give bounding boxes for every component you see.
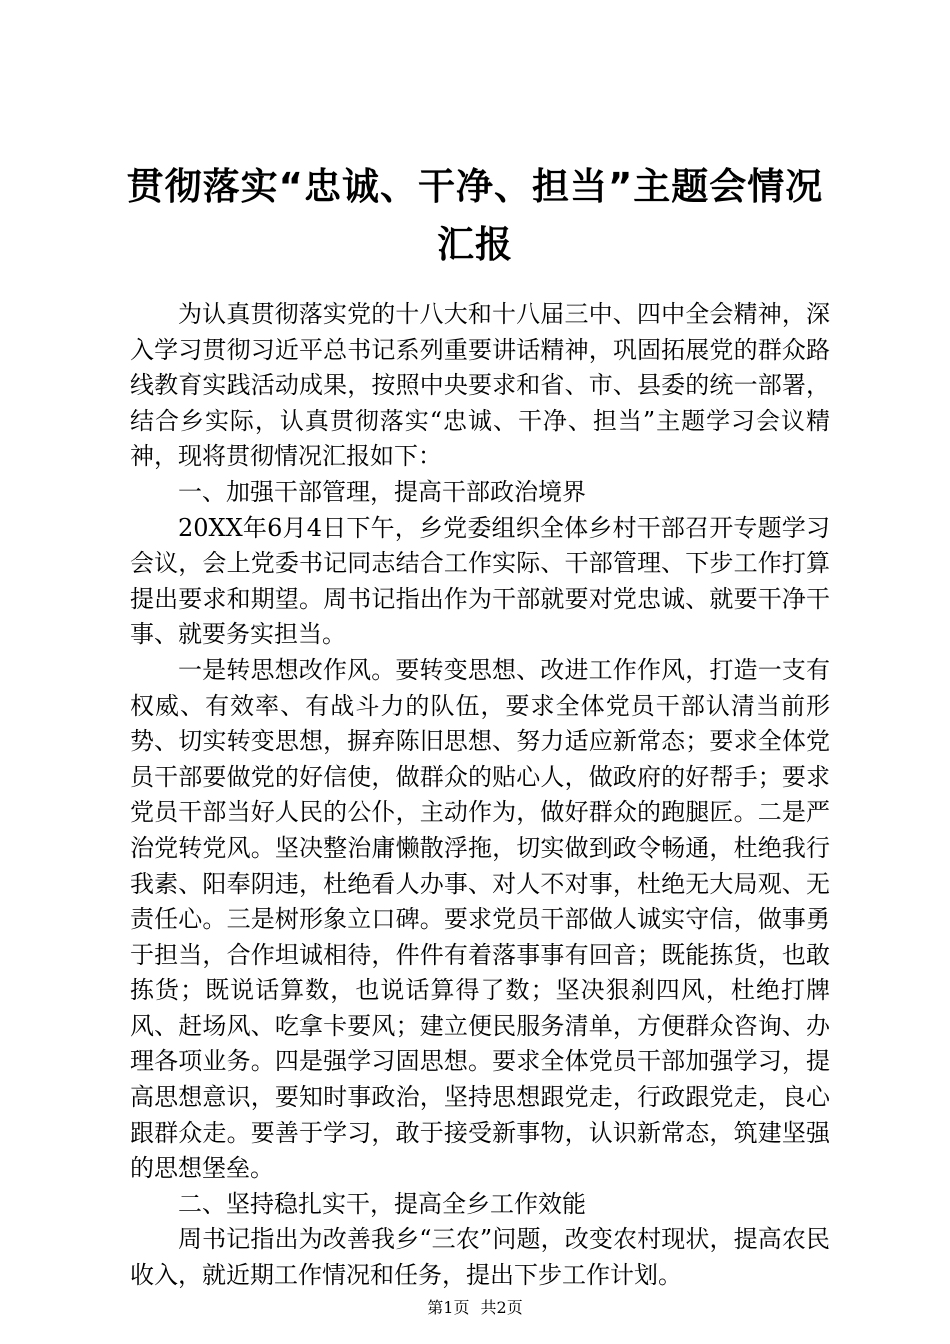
body-paragraph: 周书记指出为改善我乡“三农”问题，改变农村现状，提高农民收入，就近期工作情况和任务，提出下步工作计划。 <box>130 1225 830 1290</box>
body-paragraph: 一是转思想改作风。要转变思想、改进工作作风，打造一支有权威、有效率、有战斗力的队伍，要求全体党员干部认清当前形势、切实转变思想，摒弃陈旧思想、努力适应新常态；要求全体党员干部要做党的好信使，做群众的贴心人，做政府的好帮手；要求党员干部当好人民的公仆，主动作为，做好群众的跑腿匠。二是严治党转党风。坚决整治庸懒散浮拖，切实做到政令畅通，杜绝我行我素、阳奉阴违，杜绝看人办事、对人不对事，杜绝无大局观、无责任心。三是树形象立口碑。要求党员干部做人诚实守信，做事勇于担当，合作坦诚相待，件件有着落事事有回音；既能拣货，也敢拣货；既说话算数，也说话算得了数；坚决狠刹四风，杜绝打牌风、赶场风、吃拿卡要风；建立便民服务清单，方便群众咨询、办理各项业务。四是强学习固思想。要求全体党员干部加强学习，提高思想意识，要知时事政治，坚持思想跟党走，行政跟党走，良心跟群众走。要善于学习，敢于接受新事物，认识新常态，筑建坚强的思想堡垒。 <box>130 655 830 1183</box>
body-paragraph: 20XX年6月4日下午，乡党委组织全体乡村干部召开专题学习会议，会上党委书记同志结合工作实际、干部管理、下步工作打算提出要求和期望。周书记指出作为干部就要对党忠诚、就要干净干事、就要务实担当。 <box>130 513 830 649</box>
intro-paragraph: 为认真贯彻落实党的十八大和十八届三中、四中全会精神，深入学习贯彻习近平总书记系列重要讲话精神，巩固拓展党的群众路线教育实践活动成果，按照中央要求和省、市、县委的统一部署，结合乡实际，认真贯彻落实“忠诚、干净、担当”主题学习会议精神，现将贯彻情况汇报如下： <box>130 300 830 471</box>
section-heading-1: 一、加强干部管理，提高干部政治境界 <box>178 477 586 506</box>
page-total: 共2页 <box>480 1298 523 1317</box>
section-heading-2: 二、坚持稳扎实干，提高全乡工作效能 <box>178 1189 586 1218</box>
page-number: 第1页 <box>427 1298 470 1317</box>
document-title: 贯彻落实“忠诚、干净、担当”主题会情况汇报 <box>126 165 824 266</box>
page-footer <box>0 1298 950 1318</box>
document-body <box>130 297 830 1294</box>
